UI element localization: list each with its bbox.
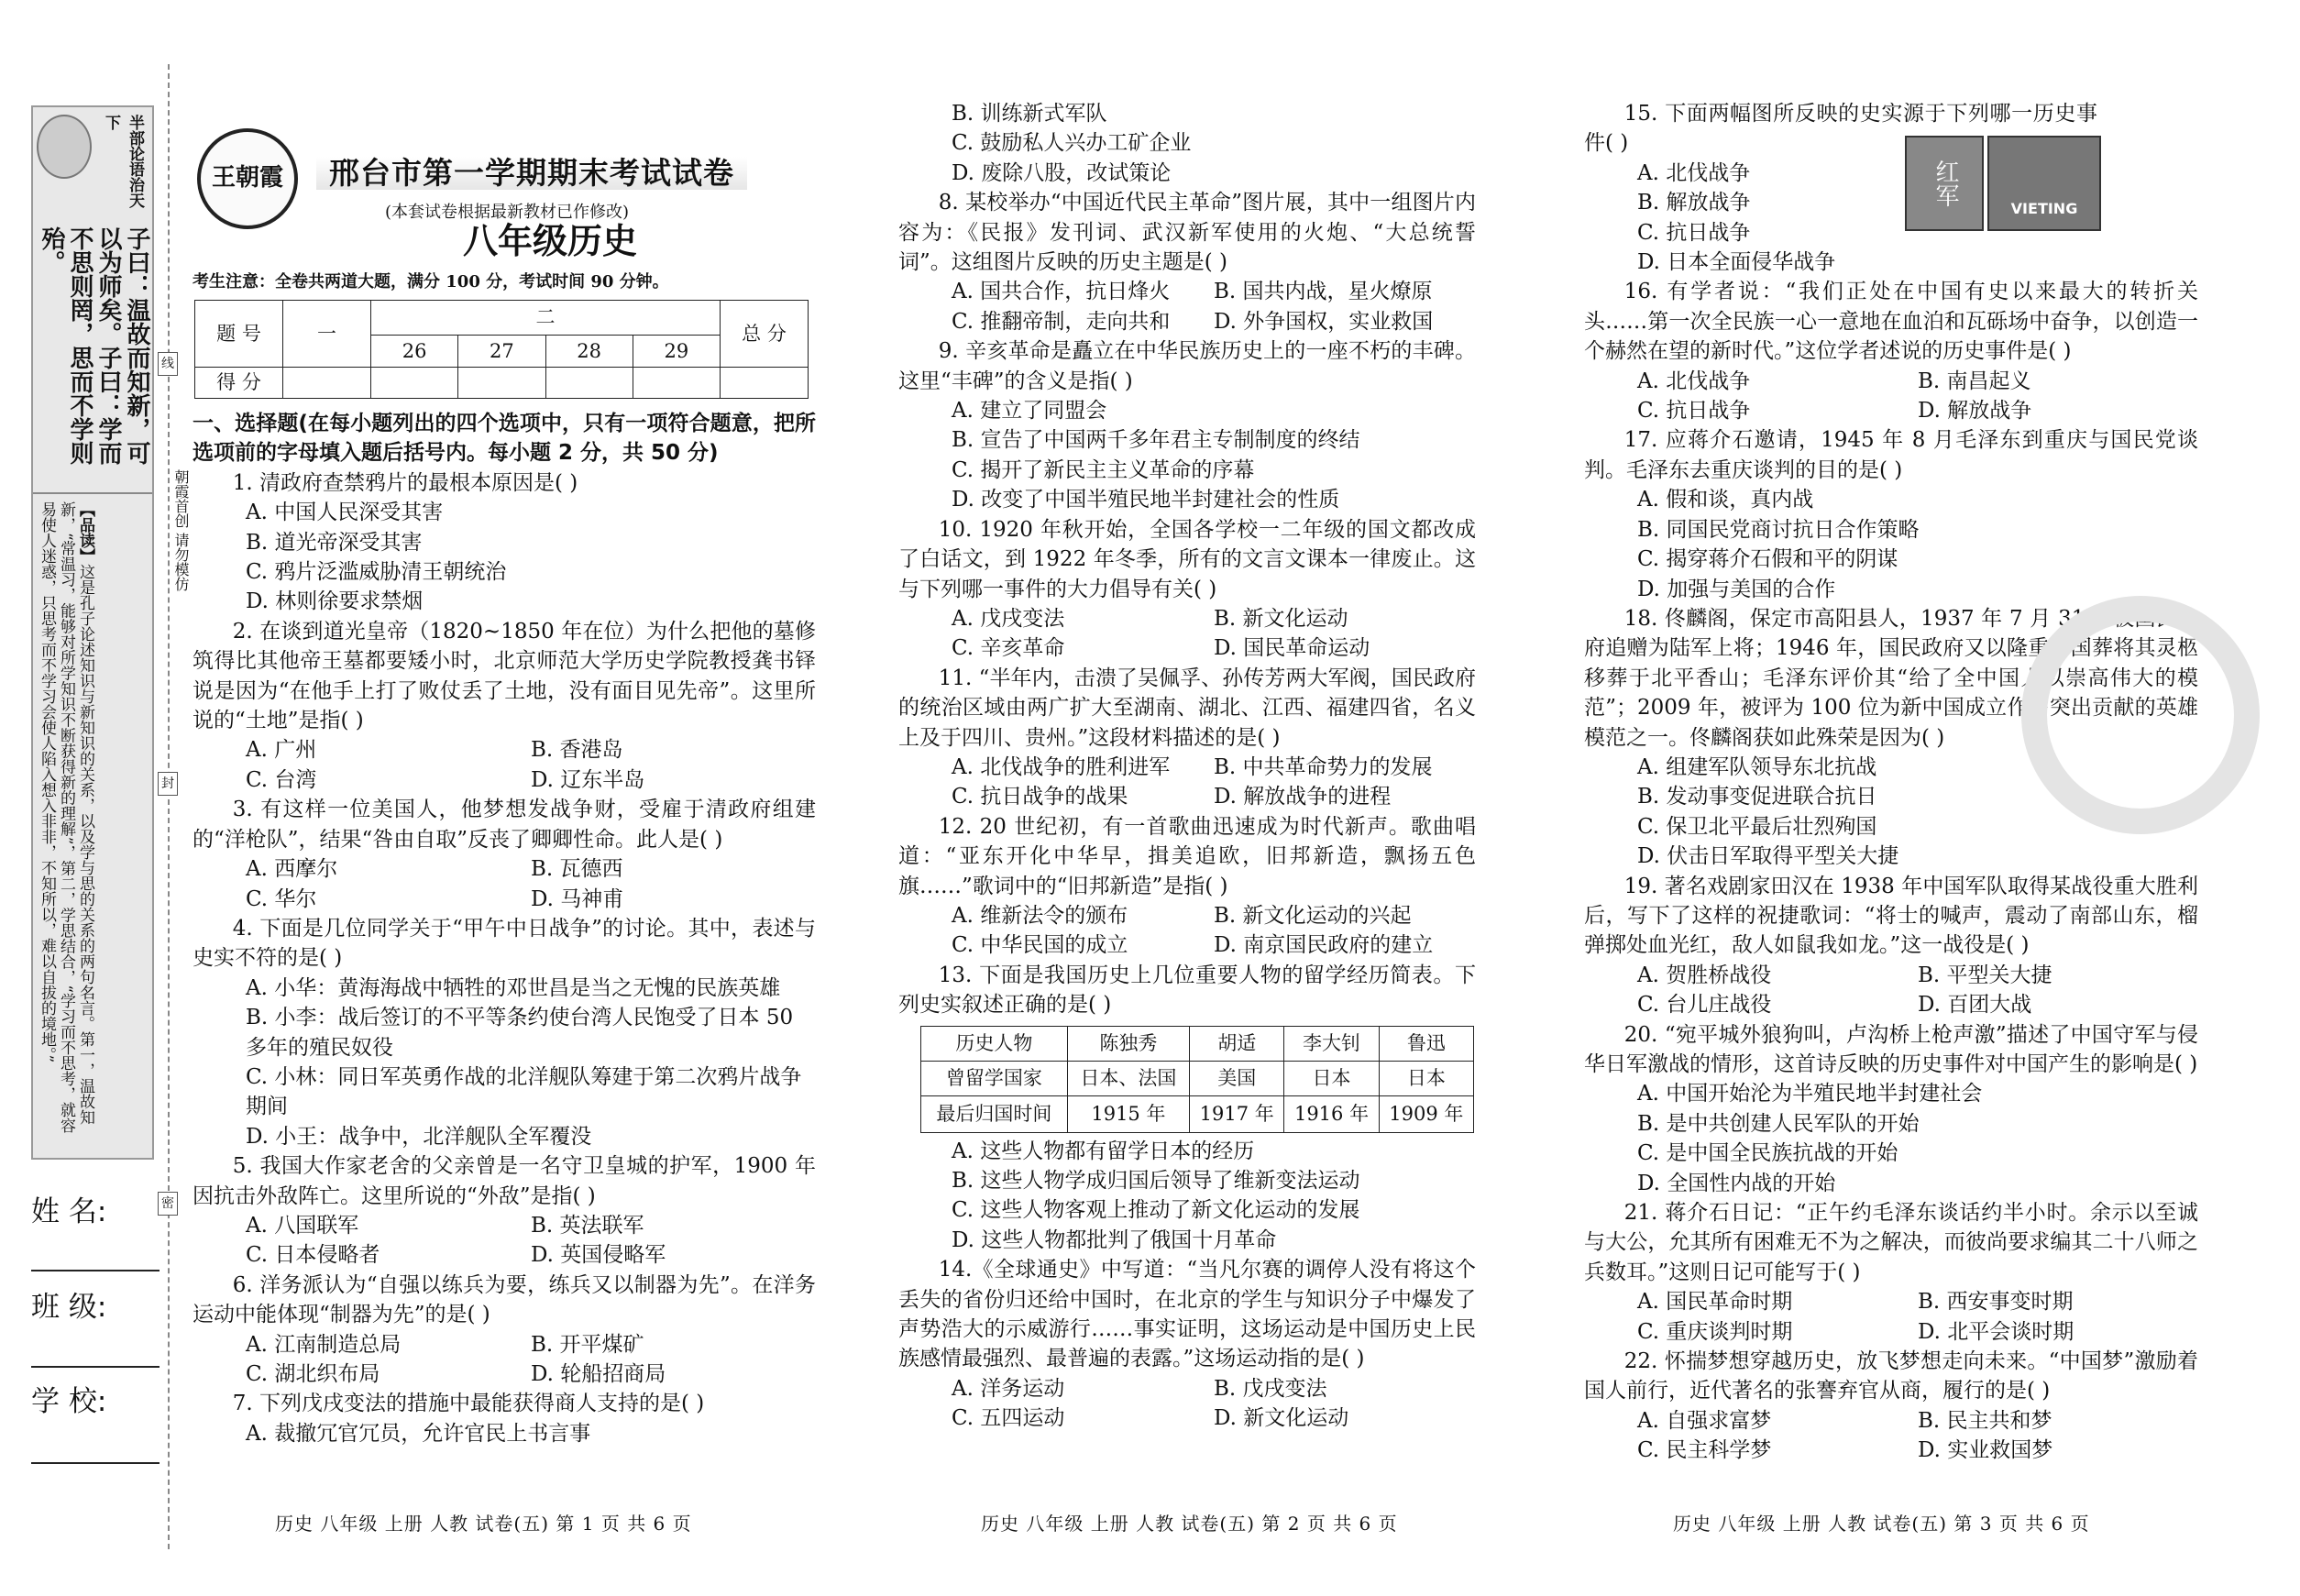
option: D. 百团大战 xyxy=(1918,993,2032,1018)
option: C. 日本侵略者 xyxy=(246,1243,380,1268)
question-stem: 4. 下面是几位同学关于“甲午中日战争”的讨论。其中，表述与史实不符的是( ) xyxy=(193,916,816,971)
score-cell[interactable] xyxy=(283,367,371,398)
question-stem: 7. 下列戊戌变法的措施中最能获得商人支持的是( ) xyxy=(232,1392,705,1416)
option: A. 中国人民深受其害 xyxy=(246,501,444,525)
option: B. 道光帝深受其害 xyxy=(246,530,423,555)
option: C. 抗日战争 xyxy=(1637,220,1751,245)
option-row xyxy=(1584,990,2198,1019)
option-row xyxy=(1584,1287,2198,1316)
score-table xyxy=(194,300,809,399)
question xyxy=(898,515,1476,664)
question xyxy=(193,1271,816,1390)
option: C. 五四运动 xyxy=(952,1406,1065,1431)
score-label: 得 分 xyxy=(195,367,283,398)
name-label: 姓 名: xyxy=(31,1195,107,1228)
q15-image-2 xyxy=(1987,136,2101,231)
question xyxy=(193,1151,816,1271)
sidebar-quote-panel xyxy=(31,105,154,1160)
option: B. 这些人物学成归国后领导了维新变法运动 xyxy=(952,1169,1360,1193)
question-stem: 6. 洋务派认为“自强以练兵为要，练兵又以制器为先”。在洋务运动中能体现“制器为先”的是( ) xyxy=(193,1272,816,1327)
option: C. 民主科学梦 xyxy=(1637,1438,1772,1463)
brand-vertical: 朝霞首创 请勿模仿 xyxy=(172,469,190,592)
score-cell[interactable] xyxy=(633,367,720,398)
option-row xyxy=(1584,396,2198,425)
question xyxy=(1584,1198,2198,1347)
option-row xyxy=(898,930,1476,960)
question-stem: 17. 应蒋介石邀请，1945 年 8 月毛泽东到重庆与国民党谈判。毛泽东去重庆谈判的目的是( ) xyxy=(1584,428,2198,482)
question-stem: 10. 1920 年秋开始，全国各学校一二年级的国文都改成了白话文，到 1922 年冬季，所有的文言文课本一律废止。这与下列哪一事件的大力倡导有关( ) xyxy=(898,517,1476,601)
option: B. 民主共和梦 xyxy=(1918,1408,2052,1433)
option: D. 加强与美国的合作 xyxy=(1637,577,1836,601)
option: A. 广州 xyxy=(246,738,317,763)
option: A. 贺胜桥战役 xyxy=(1637,963,1772,987)
column-1 xyxy=(193,409,816,1596)
option: B. 南昌起义 xyxy=(1918,369,2031,393)
option-row xyxy=(898,901,1476,930)
question xyxy=(898,961,1476,1020)
option: D. 这些人物都批判了俄国十月革命 xyxy=(952,1227,1277,1252)
t13-cell: 历史人物 xyxy=(921,1026,1068,1061)
option: C. 小林：同日军英勇作战的北洋舰队筹建于第二次鸦片战争期间 xyxy=(246,1064,802,1119)
column-2 xyxy=(898,99,1476,1511)
option: C. 揭穿蒋介石假和平的阴谋 xyxy=(1637,547,1898,572)
option: C. 台儿庄战役 xyxy=(1637,993,1772,1018)
question-stem: 20. “宛平城外狼狗叫，卢沟桥上枪声激”描述了中国守军与侵华日军激战的情形，这首诗反映的历史事件对中国产生的影响是( ) xyxy=(1584,1022,2198,1076)
option: A. 这些人物都有留学日本的经历 xyxy=(952,1139,1255,1163)
option: D. 辽东半岛 xyxy=(531,767,645,792)
section-1-heading: 一、选择题(在每小题列出的四个选项中，只有一项符合题意，把所选项前的字母填入题后括号内。每小题 2 分，共 50 分) xyxy=(193,412,816,466)
option: B. 开平煤矿 xyxy=(531,1332,644,1357)
score-h-2: 二 xyxy=(371,301,721,336)
sidebar-quote: 子曰：温故而知新，可以为师矣。子曰：学而不思则罔，思而不学则殆。 xyxy=(38,226,150,465)
option: B. 英法联军 xyxy=(531,1213,644,1238)
option: D. 轮船招商局 xyxy=(531,1362,666,1386)
question-stem: 16. 有学者说：“我们正处在中国有史以来最大的转折关头……第一次全民族一心一意地在血泊和瓦砾场中奋争，以创造一个赫然在望的新时代。”这位学者述说的历史事件是( ) xyxy=(1584,280,2198,364)
option: B. 同国民党商讨抗日合作策略 xyxy=(1637,517,1920,542)
option: D. 改变了中国半殖民地半封建社会的性质 xyxy=(952,488,1340,512)
question-stem: 14.《全球通史》中写道：“当凡尔赛的调停人没有将这个丢失的省份归还给中国时，在北京的学生与知识分子中爆发了声势浩大的示威游行……事实证明，这场运动是中国历史上民族感情最强烈、最普遍的表露。”这场运动指的是( ) xyxy=(898,1258,1476,1371)
option: A. 组建军队领导东北抗战 xyxy=(1637,754,1877,779)
option: B. 新文化运动 xyxy=(1214,606,1348,631)
cut-mark-1: 线 xyxy=(158,352,178,376)
exam-subtitle: (本套试卷根据最新教材已作修改) xyxy=(385,203,630,222)
option-row xyxy=(898,633,1476,663)
question-stem: 1. 清政府查禁鸦片的最根本原因是( ) xyxy=(232,470,578,495)
option-row xyxy=(1584,961,2198,990)
question-stem: 19. 著名戏剧家田汉在 1938 年中国军队取得某战役重大胜利后，写下了这样的祝捷歌词：“将士的喊声，震动了南部山东，榴弹掷处血光红，敌人如鼠我如龙。”这一战役是( ) xyxy=(1584,874,2198,958)
score-cell[interactable] xyxy=(545,367,633,398)
question xyxy=(1584,872,2198,1020)
t13-cell: 陈独秀 xyxy=(1067,1026,1189,1061)
option-row xyxy=(193,765,816,795)
option: D. 新文化运动 xyxy=(1214,1406,1349,1431)
question xyxy=(898,1255,1476,1433)
t13-cell: 胡适 xyxy=(1190,1026,1284,1061)
pindu-label: 【品读】 xyxy=(76,501,94,564)
t13-cell: 曾留学国家 xyxy=(921,1061,1068,1095)
question xyxy=(898,188,1476,336)
option-row xyxy=(898,1374,1476,1403)
option: B. 中共革命势力的发展 xyxy=(1214,754,1433,779)
class-label: 班 级: xyxy=(31,1291,107,1324)
t13-cell: 1917 年 xyxy=(1190,1095,1284,1132)
option-row xyxy=(898,1403,1476,1433)
score-sub-27: 27 xyxy=(458,336,545,367)
question xyxy=(1584,1020,2198,1198)
score-h-total: 总 分 xyxy=(721,301,809,368)
option: A. 假和谈，真内战 xyxy=(1637,488,1814,512)
option-row xyxy=(898,753,1476,782)
cut-mark-3: 密 xyxy=(158,1192,178,1216)
cut-line xyxy=(168,64,170,1549)
question xyxy=(1584,277,2198,425)
question xyxy=(1584,99,2198,277)
class-field[interactable] xyxy=(31,1366,160,1368)
option-row xyxy=(193,1330,816,1359)
sidebar-mascot-icon xyxy=(37,115,92,179)
question-stem: 22. 怀揣梦想穿越历史，放飞梦想走向未来。“中国梦”激励着国人前行，近代著名的张謇弃官从商，履行的是( ) xyxy=(1584,1349,2198,1403)
watermark-seal xyxy=(2021,596,2260,834)
t13-cell: 李大钊 xyxy=(1284,1026,1379,1061)
t13-cell: 美国 xyxy=(1190,1061,1284,1095)
exam-title: 邢台市第一学期期末考试试卷 xyxy=(316,157,747,190)
option: C. 辛亥革命 xyxy=(952,636,1065,661)
option-row xyxy=(898,604,1476,633)
questions-col1 xyxy=(193,468,816,1448)
option: A. 裁撤冗官冗员，允许官民上书言事 xyxy=(246,1421,591,1446)
t13-cell: 日本 xyxy=(1284,1061,1379,1095)
option: A. 自强求富梦 xyxy=(1637,1408,1772,1433)
question xyxy=(1584,425,2198,603)
option-row xyxy=(898,782,1476,811)
option: B. 平型关大捷 xyxy=(1918,963,2052,987)
option: B. 是中共创建人民军队的开始 xyxy=(1637,1111,1920,1136)
option: C. 鸦片泛滥威胁清王朝统治 xyxy=(246,560,507,585)
option-row xyxy=(193,1359,816,1389)
question-stem: 21. 蒋介石日记：“正午约毛泽东谈话约半小时。余示以至诚与大公，允其所有困难无不为之解决，而彼尚要求编其二十八师之兵数耳。”这则日记可能写于( ) xyxy=(1584,1201,2198,1284)
option: D. 解放战争 xyxy=(1918,399,2032,424)
option: C. 湖北织布局 xyxy=(246,1362,380,1386)
question xyxy=(898,664,1476,812)
brand-logo: 王朝霞 xyxy=(197,128,298,229)
question xyxy=(898,99,1476,188)
score-cell[interactable] xyxy=(721,367,809,398)
question-stem: 8. 某校举办“中国近代民主革命”图片展，其中一组图片内容为：《民报》发刊词、武汉新军使用的火炮、“大总统誓词”。这组图片反映的历史主题是( ) xyxy=(898,191,1476,275)
option-row xyxy=(1584,1317,2198,1347)
question-stem: 11. “半年内，击溃了吴佩孚、孙传芳两大军阀，国民政府的统治区域由两广扩大至湖南、湖北、江西、福建四省，名义上及于四川、贵州。”这段材料描述的是( ) xyxy=(898,666,1476,750)
score-sub-26: 26 xyxy=(371,336,458,367)
option: B. 国共内战，星火燎原 xyxy=(1214,280,1433,304)
option: A. 建立了同盟会 xyxy=(952,399,1107,424)
option-row xyxy=(898,277,1476,306)
option: A. 北伐战争 xyxy=(1637,160,1751,185)
option: A. 洋务运动 xyxy=(952,1376,1065,1401)
question xyxy=(898,812,1476,961)
option: D. 南京国民政府的建立 xyxy=(1214,933,1434,958)
option: D. 马神甫 xyxy=(531,886,624,911)
option: C. 抗日战争的战果 xyxy=(952,785,1128,809)
option: D. 林则徐要求禁烟 xyxy=(246,589,424,614)
school-label: 学 校: xyxy=(31,1385,107,1418)
option: B. 西安事变时期 xyxy=(1918,1290,2074,1315)
option-row xyxy=(898,307,1476,336)
option: C. 台湾 xyxy=(246,767,317,792)
question-stem: 13. 下面是我国历史上几位重要人物的留学经历简表。下列史实叙述正确的是( ) xyxy=(898,963,1476,1018)
option: C. 揭开了新民主主义革命的序幕 xyxy=(952,457,1255,482)
t13-cell: 日本、法国 xyxy=(1067,1061,1189,1095)
score-cell[interactable] xyxy=(371,367,458,398)
pindu-text: 这是孔子论述知识与新知识的关系，以及学与思的关系的两句名言。第一，温故知新，“常温习，能够对所学知识不断获得新的理解”，第二，学思结合，“学习而不思考，就容易使人迷惑，只思考而不学习会使人陷入想入非非，不知所以，难以自拔的境地。” xyxy=(38,501,94,1134)
question-stem: 9. 辛亥革命是矗立在中华民族历史上的一座不朽的丰碑。这里“丰碑”的含义是指( ) xyxy=(898,339,1476,393)
sidebar-quote-top: 半部论语治天下 xyxy=(102,115,144,208)
option: C. 中华民国的成立 xyxy=(952,933,1128,958)
question-stem: 5. 我国大作家老舍的父亲曾是一名守卫皇城的护军，1900 年因抗击外敌阵亡。这里所说的“外敌”是指( ) xyxy=(193,1154,816,1208)
t13-cell: 最后归国时间 xyxy=(921,1095,1068,1132)
option-row xyxy=(193,735,816,765)
question xyxy=(898,1137,1476,1256)
option: D. 小王：战争中，北洋舰队全军覆没 xyxy=(246,1124,592,1149)
option: D. 废除八股，改试策论 xyxy=(952,160,1172,185)
option: A. 西摩尔 xyxy=(246,857,338,882)
option: A. 北伐战争的胜利进军 xyxy=(952,754,1171,779)
school-field[interactable] xyxy=(31,1462,160,1464)
question xyxy=(193,617,816,795)
option: B. 解放战争 xyxy=(1637,191,1751,215)
table-q13 xyxy=(920,1026,1474,1133)
option: A. 戊戌变法 xyxy=(952,606,1065,631)
question-stem: 2. 在谈到道光皇帝（1820~1850 年在位）为什么把他的墓修筑得比其他帝王墓都要矮小时，北京师范大学历史学院教授龚书铎说是因为“在他手上打了败仗丢了土地，没有面目见先帝”。这里所说的“土地”是指( ) xyxy=(193,619,816,733)
option: A. 国民革命时期 xyxy=(1637,1290,1793,1315)
option: A. 北伐战争 xyxy=(1637,369,1751,393)
question xyxy=(193,914,816,1151)
option-row xyxy=(193,1211,816,1240)
option: D. 英国侵略军 xyxy=(531,1243,666,1268)
option: B. 香港岛 xyxy=(531,738,623,763)
option: A. 国共合作，抗日烽火 xyxy=(952,280,1171,304)
option: B. 戊戌变法 xyxy=(1214,1376,1327,1401)
questions-col2a xyxy=(898,99,1476,1020)
option-row xyxy=(1584,1436,2198,1465)
option: D. 北平会谈时期 xyxy=(1918,1319,2074,1344)
option-row xyxy=(193,885,816,914)
score-h-num: 题 号 xyxy=(195,301,283,368)
option: B. 训练新式军队 xyxy=(952,102,1107,126)
option: D. 伏击日军取得平型关大捷 xyxy=(1637,844,1899,869)
option-row xyxy=(1584,1406,2198,1436)
option: A. 八国联军 xyxy=(246,1213,359,1238)
option: C. 鼓励私人兴办工矿企业 xyxy=(952,131,1192,156)
questions-col2b xyxy=(898,1137,1476,1434)
option-row xyxy=(193,1240,816,1270)
q15-image-1-text: 红军 xyxy=(1931,160,1959,207)
option: B. 宣告了中国两千多年君主专制制度的终结 xyxy=(952,428,1360,453)
subject-title: 八年级历史 xyxy=(463,221,638,261)
option: C. 保卫北平最后壮烈殉国 xyxy=(1637,814,1877,839)
t13-cell: 1909 年 xyxy=(1379,1095,1473,1132)
question xyxy=(193,468,816,617)
option: C. 华尔 xyxy=(246,886,317,911)
option: A. 小华：黄海海战中牺牲的邓世昌是当之无愧的民族英雄 xyxy=(246,975,781,1000)
score-sub-29: 29 xyxy=(633,336,720,367)
option: A. 江南制造总局 xyxy=(246,1332,402,1357)
score-h-1: 一 xyxy=(283,301,371,368)
question-stem: 12. 20 世纪初，有一首歌曲迅速成为时代新声。歌曲唱道：“亚东开化中华早，揖美追欧，旧邦新造，飘扬五色旗……”歌词中的“旧邦新造”是指( ) xyxy=(898,814,1476,898)
score-sub-28: 28 xyxy=(545,336,633,367)
option-row xyxy=(193,854,816,884)
option: D. 全国性内战的开始 xyxy=(1637,1171,1836,1195)
option: B. 新文化运动的兴起 xyxy=(1214,903,1412,928)
option: C. 重庆谈判时期 xyxy=(1637,1319,1793,1344)
question xyxy=(193,1389,816,1448)
option: D. 实业救国梦 xyxy=(1918,1438,2053,1463)
option: D. 外争国权，实业救国 xyxy=(1214,309,1434,334)
score-cell[interactable] xyxy=(458,367,545,398)
option: B. 瓦德西 xyxy=(531,857,623,882)
footer-page-2: 历史 八年级 上册 人教 试卷(五) 第 2 页 共 6 页 xyxy=(981,1513,1398,1535)
option: D. 国民革命运动 xyxy=(1214,636,1370,661)
t13-cell: 1916 年 xyxy=(1284,1095,1379,1132)
q15-image-1 xyxy=(1905,136,1984,231)
question xyxy=(898,336,1476,514)
footer-page-3: 历史 八年级 上册 人教 试卷(五) 第 3 页 共 6 页 xyxy=(1673,1513,2090,1535)
option: C. 是中国全民族抗战的开始 xyxy=(1637,1141,1898,1166)
t13-cell: 鲁迅 xyxy=(1379,1026,1473,1061)
question-stem: 18. 佟麟阁，保定市高阳县人，1937 年 7 月 31 日被国民政府追赠为陆军上将；1946 年，国民政府又以隆重的国葬将其灵柩移葬于北平香山；毛泽东评价其“给了全中国人以崇高伟大的模范”；2009 年，被评为 100 位为新中国成立作出突出贡献的英雄模范之一。佟麟阁获如此殊荣是因为( ) xyxy=(1584,606,2198,750)
footer-page-1: 历史 八年级 上册 人教 试卷(五) 第 1 页 共 6 页 xyxy=(275,1513,692,1535)
option: D. 解放战争的进程 xyxy=(1214,785,1392,809)
question-stem: 3. 有这样一位美国人，他梦想发战争财，受雇于清政府组建的“洋枪队”，结果“咎由自取”反丧了卿卿性命。此人是( ) xyxy=(193,798,816,852)
t13-cell: 日本 xyxy=(1379,1061,1473,1095)
t13-cell: 1915 年 xyxy=(1067,1095,1189,1132)
option-row xyxy=(1584,367,2198,396)
option: B. 发动事变促进联合抗日 xyxy=(1637,785,1877,809)
sidebar-pindu xyxy=(37,501,94,1143)
option: C. 抗日战争 xyxy=(1637,399,1751,424)
cut-mark-2: 封 xyxy=(158,772,178,796)
option: A. 维新法令的颁布 xyxy=(952,903,1128,928)
question xyxy=(193,795,816,914)
question xyxy=(1584,1347,2198,1466)
q15-image-2-text: VIETING xyxy=(2010,199,2078,217)
option: B. 小李：战后签订的不平等条约使台湾人民饱受了日本 50 多年的殖民奴役 xyxy=(246,1006,794,1060)
option: C. 推翻帝制，走向共和 xyxy=(952,309,1171,334)
exam-notice: 考生注意：全卷共两道大题，满分 100 分，考试时间 90 分钟。 xyxy=(193,272,669,292)
question-stem: 15. 下面两幅图所反映的史实源于下列哪一历史事件( ) xyxy=(1584,102,2097,156)
name-field[interactable] xyxy=(31,1270,160,1271)
option: C. 这些人物客观上推动了新文化运动的发展 xyxy=(952,1198,1360,1223)
option: D. 日本全面侵华战争 xyxy=(1637,250,1836,275)
option: A. 中国开始沦为半殖民地半封建社会 xyxy=(1637,1082,1983,1106)
